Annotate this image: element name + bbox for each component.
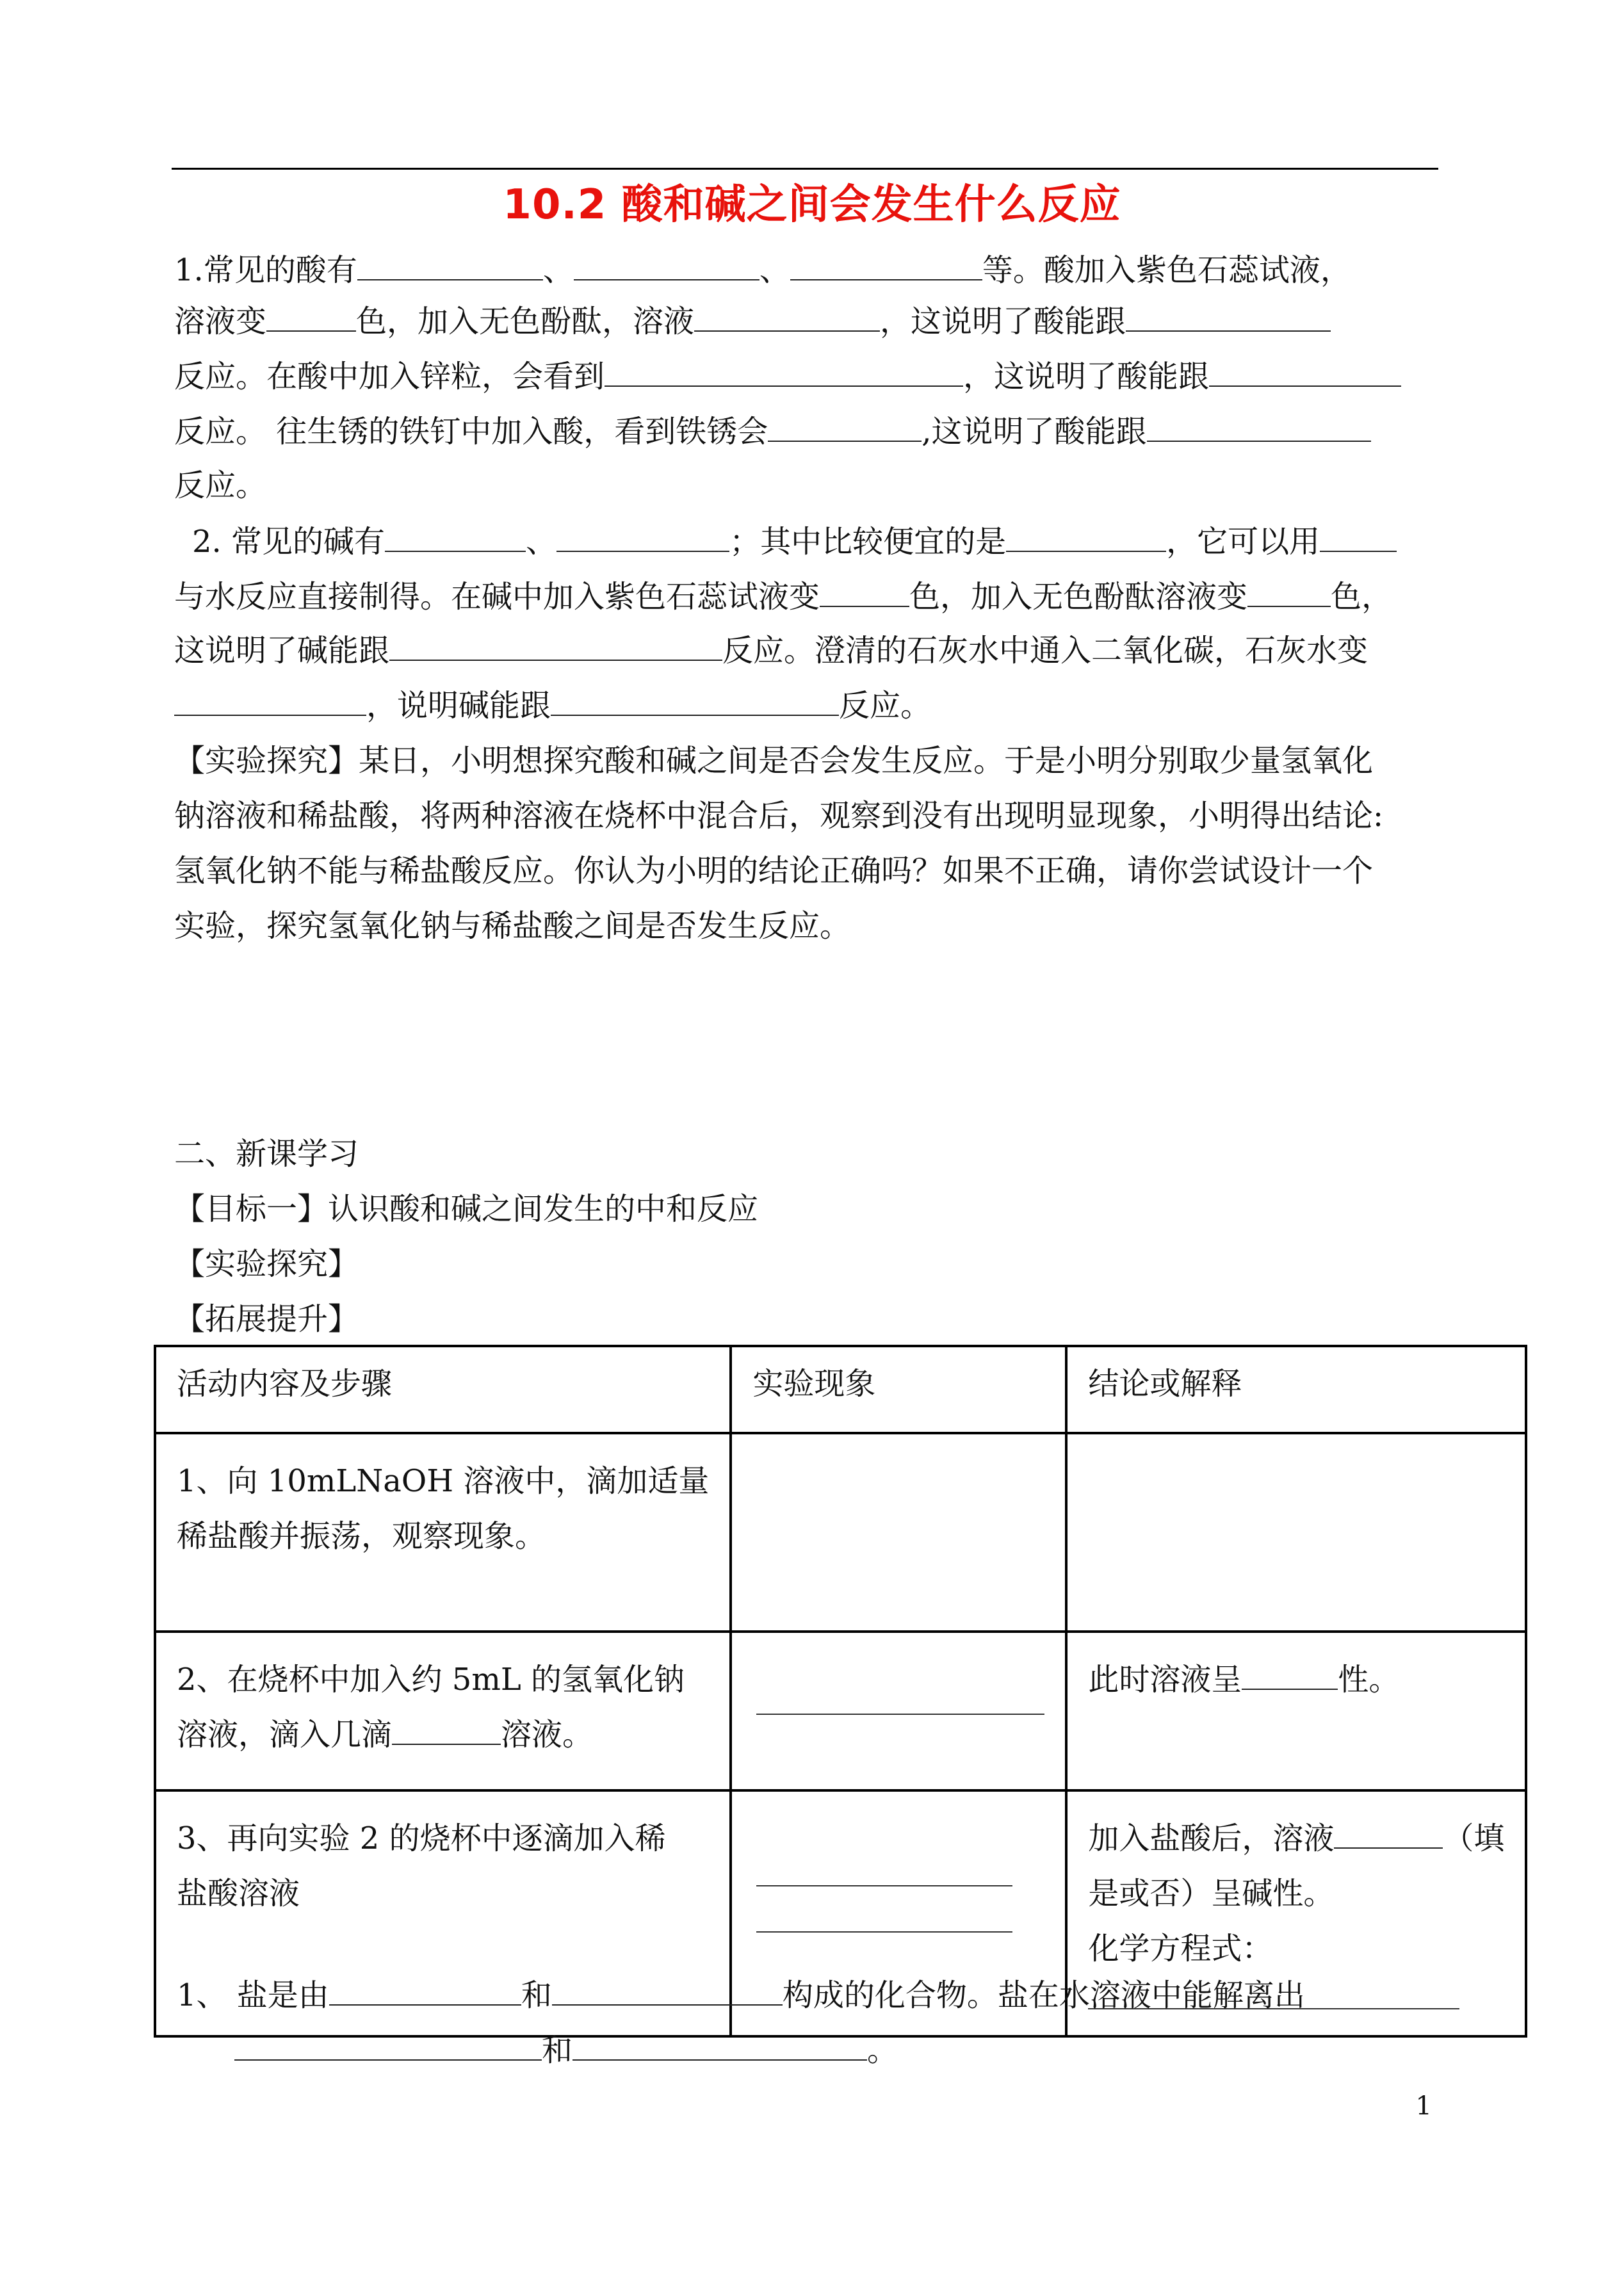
- salt-line-1: [177, 1976, 1305, 2015]
- q2-line-1: [192, 523, 1397, 561]
- q2-line-2: [174, 578, 1392, 616]
- salt-text: 和: [542, 2032, 573, 2068]
- table-header-row: [155, 1346, 1526, 1433]
- answer-blank[interactable]: [1209, 360, 1401, 387]
- answer-blank[interactable]: [756, 1849, 1012, 1886]
- conclusion-text: 是或否）呈碱性。: [1088, 1876, 1335, 1911]
- q1-line-1: [174, 251, 1351, 289]
- q1-text: 反应。在酸中加入锌粒，会看到: [174, 359, 605, 394]
- inquiry-line-1: 【实验探究】某日，小明想探究酸和碱之间是否会发生反应。于是小明分别取少量氢氧化: [174, 743, 1374, 779]
- q1-line-4: [174, 412, 1371, 451]
- answer-blank[interactable]: [574, 254, 759, 280]
- table-header-cell: 实验现象: [731, 1346, 1066, 1433]
- observation-cell: [731, 1632, 1066, 1790]
- answer-blank[interactable]: [389, 634, 722, 661]
- experiment-heading: 【实验探究】: [174, 1246, 359, 1282]
- q2-text: 色，: [1331, 579, 1393, 615]
- q1-text: 色，加入无色酚酞，溶液: [356, 304, 695, 339]
- q1-text: 等。酸加入紫色石蕊试液，: [982, 252, 1351, 288]
- q2-text: 2. 常见的碱有: [192, 524, 386, 560]
- answer-blank[interactable]: [1334, 1822, 1443, 1849]
- observation-cell[interactable]: [731, 1433, 1066, 1632]
- table-header-cell: 活动内容及步骤: [155, 1346, 731, 1433]
- answer-blank[interactable]: [385, 525, 526, 552]
- answer-blank[interactable]: [694, 305, 880, 332]
- page-number: 1: [1415, 2091, 1432, 2121]
- answer-blank[interactable]: [1126, 305, 1331, 332]
- step-text: 1、向 10mLNaOH 溶液中，滴加适量: [177, 1463, 710, 1499]
- answer-blank[interactable]: [174, 689, 366, 716]
- answer-blank[interactable]: [820, 580, 909, 607]
- answer-blank[interactable]: [234, 2034, 542, 2061]
- q1-text: 反应。 往生锈的铁钉中加入酸，看到铁锈会: [174, 414, 768, 450]
- answer-blank[interactable]: [556, 525, 729, 552]
- q2-text: 、: [526, 524, 557, 560]
- q2-text: ；其中比较便宜的是: [729, 524, 1007, 560]
- q2-text: ，说明碱能跟: [366, 688, 551, 724]
- salt-text: 构成的化合物。盐在水溶液中能解离出: [782, 1977, 1305, 2013]
- answer-blank[interactable]: [756, 1895, 1012, 1933]
- answer-blank[interactable]: [1320, 525, 1397, 552]
- table-cell: [155, 1433, 731, 1632]
- q1-text: 、: [759, 252, 790, 288]
- salt-text: 1、 盐是由: [177, 1977, 329, 2013]
- conclusion-text: 此时溶液呈 性。: [1088, 1662, 1400, 1698]
- q1-text: 1.常见的酸有: [174, 252, 357, 288]
- q2-text: 反应。澄清的石灰水中通入二氧化碳，石灰水变: [722, 633, 1368, 669]
- answer-blank[interactable]: [1147, 415, 1371, 442]
- q1-text: 反应。: [174, 467, 267, 503]
- salt-text: 。: [867, 2032, 898, 2068]
- table-row: [155, 1433, 1526, 1632]
- table-row: [155, 1632, 1526, 1790]
- step-text: 溶液，滴入几滴 溶液。: [177, 1717, 594, 1753]
- q2-line-3: [174, 631, 1368, 670]
- answer-blank[interactable]: [1242, 1663, 1338, 1690]
- answer-blank[interactable]: [605, 360, 963, 387]
- answer-blank[interactable]: [392, 1718, 501, 1745]
- conclusion-cell[interactable]: [1066, 1433, 1526, 1632]
- answer-blank[interactable]: [552, 1979, 783, 2006]
- q2-line-4: [174, 686, 931, 725]
- q1-text: 溶液变: [174, 304, 267, 339]
- q1-line-3: [174, 357, 1401, 396]
- answer-blank[interactable]: [551, 689, 839, 716]
- equation-label: 化学方程式：: [1088, 1931, 1273, 1967]
- answer-blank[interactable]: [790, 254, 982, 280]
- conclusion-cell: [1066, 1632, 1526, 1790]
- q1-line-2: [174, 302, 1331, 341]
- step-text: 2、在烧杯中加入约 5mL 的氢氧化钠: [177, 1662, 685, 1698]
- q1-text: ,这说明了酸能跟: [922, 414, 1147, 450]
- answer-blank[interactable]: [572, 2034, 867, 2061]
- salt-text: 和: [521, 1977, 552, 2013]
- q2-text: 与水反应直接制得。在碱中加入紫色石蕊试液变: [174, 579, 820, 615]
- answer-blank[interactable]: [1247, 580, 1331, 607]
- q2-text: 色，加入无色酚酞溶液变: [909, 579, 1248, 615]
- answer-blank[interactable]: [756, 1678, 1044, 1715]
- q1-line-5: [174, 466, 266, 505]
- inquiry-line-4: 实验，探究氢氧化钠与稀盐酸之间是否发生反应。: [174, 908, 851, 944]
- salt-line-2: [234, 2031, 898, 2070]
- q1-text: 、: [542, 252, 574, 288]
- extension-heading: 【拓展提升】: [174, 1301, 359, 1337]
- answer-blank[interactable]: [357, 254, 543, 280]
- experiment-table: [154, 1345, 1527, 2038]
- goal-heading: 【目标一】认识酸和碱之间发生的中和反应: [174, 1191, 759, 1227]
- q2-text: 反应。: [839, 688, 932, 724]
- step-text: 稀盐酸并振荡，观察现象。: [177, 1518, 546, 1554]
- answer-blank[interactable]: [329, 1979, 521, 2006]
- q1-text: ，这说明了酸能跟: [880, 304, 1126, 339]
- conclusion-text: 加入盐酸后，溶液 （填: [1088, 1821, 1505, 1856]
- table-cell: [155, 1632, 731, 1790]
- section-heading: 二、新课学习: [174, 1136, 359, 1172]
- table-header-cell: 结论或解释: [1066, 1346, 1526, 1433]
- inquiry-line-3: 氢氧化钠不能与稀盐酸反应。你认为小明的结论正确吗？如果不正确，请你尝试设计一个: [174, 853, 1374, 889]
- answer-blank[interactable]: [266, 305, 356, 332]
- q2-text: ，它可以用: [1166, 524, 1320, 560]
- q2-text: 这说明了碱能跟: [174, 633, 390, 669]
- step-text: 3、再向实验 2 的烧杯中逐滴加入稀: [177, 1821, 666, 1856]
- answer-blank[interactable]: [768, 415, 922, 442]
- page-title: 10.2 酸和碱之间会发生什么反应: [503, 181, 1121, 229]
- header-rule: [172, 168, 1438, 170]
- answer-blank[interactable]: [1006, 525, 1166, 552]
- inquiry-line-2: 钠溶液和稀盐酸，将两种溶液在烧杯中混合后，观察到没有出现明显现象，小明得出结论:: [174, 798, 1384, 834]
- q1-text: ，这说明了酸能跟: [963, 359, 1210, 394]
- step-text: 盐酸溶液: [177, 1876, 300, 1911]
